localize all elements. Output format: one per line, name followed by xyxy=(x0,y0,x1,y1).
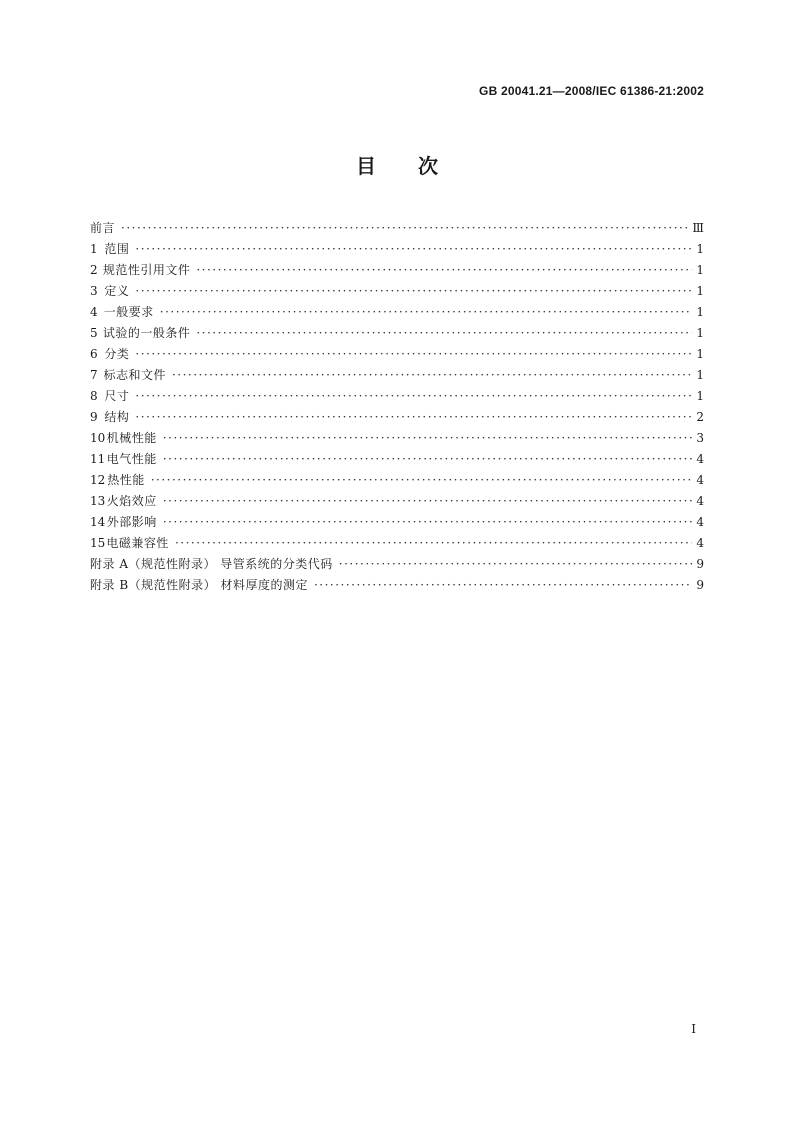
toc-entry xyxy=(90,512,704,533)
toc-entry-label: 附录 A（规范性附录） 导管系统的分类代码 xyxy=(90,557,333,571)
toc-entry-number: 7 xyxy=(90,368,98,382)
toc-entry xyxy=(90,491,704,512)
toc-leader-dots xyxy=(196,260,692,281)
toc-leader-dots xyxy=(163,491,692,512)
toc-leader-dots xyxy=(135,407,692,428)
toc-leader-dots xyxy=(163,512,692,533)
toc-entry-number: 3 xyxy=(90,284,98,298)
toc-leader-dots xyxy=(196,323,692,344)
table-of-contents xyxy=(90,218,704,596)
toc-entry xyxy=(90,323,704,344)
toc-entry-number: 12 xyxy=(90,473,106,487)
toc-entry-label: 电气性能 xyxy=(106,452,157,466)
toc-entry xyxy=(90,281,704,302)
toc-entry xyxy=(90,239,704,260)
toc-entry-page: 4 xyxy=(696,494,704,508)
toc-leader-dots xyxy=(175,533,692,554)
toc-entry-label: 火焰效应 xyxy=(106,494,157,508)
toc-leader-dots xyxy=(163,428,692,449)
toc-entry-number: 4 xyxy=(90,305,98,319)
toc-entry-page: 1 xyxy=(696,326,704,340)
toc-entry-number: 13 xyxy=(90,494,106,508)
toc-entry-page: 3 xyxy=(696,431,704,445)
toc-entry-page: Ⅲ xyxy=(692,221,704,235)
toc-entry-number: 10 xyxy=(90,431,106,445)
toc-entry-label: 分类 xyxy=(104,347,130,361)
toc-entry-label: 外部影响 xyxy=(106,515,157,529)
toc-entry xyxy=(90,554,704,575)
toc-entry-label: 试验的一般条件 xyxy=(102,326,191,340)
toc-entry xyxy=(90,407,704,428)
toc-leader-dots xyxy=(151,470,692,491)
toc-entry-page: 1 xyxy=(696,347,704,361)
toc-entry-page: 1 xyxy=(696,368,704,382)
toc-entry-label: 尺寸 xyxy=(104,389,130,403)
toc-entry-number: 6 xyxy=(90,347,98,361)
toc-entry-label: 规范性引用文件 xyxy=(102,263,191,277)
toc-entry-number: 2 xyxy=(90,263,98,277)
toc-entry-page: 4 xyxy=(696,515,704,529)
toc-leader-dots xyxy=(135,239,692,260)
toc-leader-dots xyxy=(160,302,692,323)
toc-entry xyxy=(90,533,704,554)
toc-leader-dots xyxy=(314,575,692,596)
toc-entry xyxy=(90,449,704,470)
toc-entry-page: 1 xyxy=(696,305,704,319)
toc-entry-number: 11 xyxy=(90,452,106,466)
toc-entry-number: 15 xyxy=(90,536,106,550)
page-title xyxy=(0,150,794,179)
toc-entry xyxy=(90,344,704,365)
toc-entry-number: 1 xyxy=(90,242,98,256)
toc-entry-number: 9 xyxy=(90,410,98,424)
toc-leader-dots xyxy=(163,449,692,470)
toc-entry-page: 4 xyxy=(696,452,704,466)
title-char-1: 目 xyxy=(356,154,376,178)
toc-entry-label: 前言 xyxy=(90,221,116,235)
toc-entry-label: 机械性能 xyxy=(106,431,157,445)
toc-entry xyxy=(90,575,704,596)
page-number: I xyxy=(691,1022,696,1036)
toc-leader-dots xyxy=(135,386,692,407)
toc-entry xyxy=(90,260,704,281)
toc-entry-label: 定义 xyxy=(104,284,130,298)
toc-leader-dots xyxy=(135,281,692,302)
toc-entry-label: 热性能 xyxy=(107,473,145,487)
toc-entry-page: 1 xyxy=(696,389,704,403)
toc-entry-label: 一般要求 xyxy=(103,305,154,319)
toc-entry-page: 1 xyxy=(696,242,704,256)
toc-entry-page: 4 xyxy=(696,473,704,487)
toc-leader-dots xyxy=(135,344,692,365)
toc-entry-page: 2 xyxy=(696,410,704,424)
toc-entry-label: 标志和文件 xyxy=(103,368,166,382)
toc-entry-number: 8 xyxy=(90,389,98,403)
title-char-2: 次 xyxy=(418,154,438,178)
toc-entry xyxy=(90,470,704,491)
toc-leader-dots xyxy=(172,365,692,386)
toc-entry-page: 9 xyxy=(696,557,704,571)
toc-entry xyxy=(90,365,704,386)
toc-entry-label: 范围 xyxy=(104,242,130,256)
toc-entry-label: 附录 B（规范性附录） 材料厚度的测定 xyxy=(90,578,308,592)
toc-entry-label: 电磁兼容性 xyxy=(106,536,169,550)
toc-entry-number: 14 xyxy=(90,515,106,529)
toc-entry-label: 结构 xyxy=(104,410,130,424)
toc-entry-number: 5 xyxy=(90,326,98,340)
toc-leader-dots xyxy=(339,554,692,575)
toc-entry xyxy=(90,428,704,449)
toc-entry-page: 1 xyxy=(696,284,704,298)
toc-leader-dots xyxy=(121,218,688,239)
toc-entry-page: 4 xyxy=(696,536,704,550)
toc-entry-page: 1 xyxy=(696,263,704,277)
toc-entry xyxy=(90,386,704,407)
standard-code: GB 20041.21—2008/IEC 61386-21:2002 xyxy=(479,84,704,98)
toc-entry xyxy=(90,302,704,323)
toc-entry-page: 9 xyxy=(696,578,704,592)
toc-entry xyxy=(90,218,704,239)
